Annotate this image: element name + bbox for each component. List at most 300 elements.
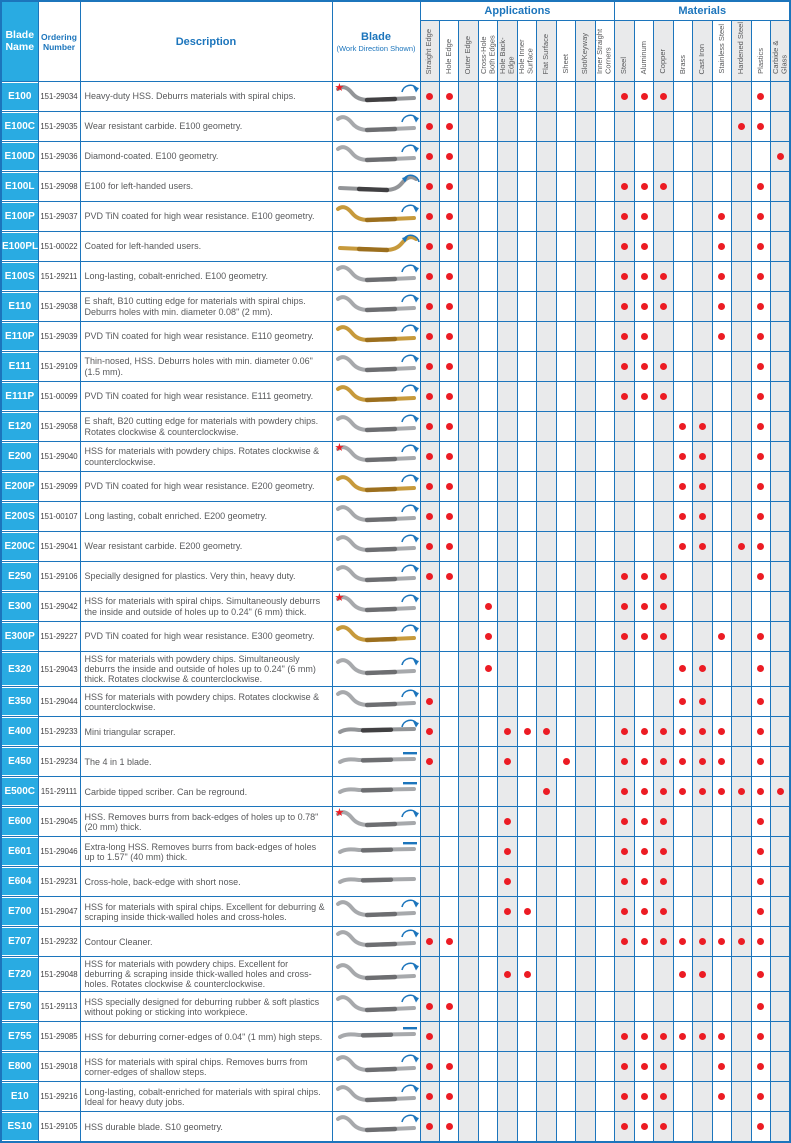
material-hardened-steel-cell bbox=[732, 807, 751, 837]
red-dot-icon bbox=[524, 728, 531, 735]
column-label: Carbide & Glass bbox=[770, 40, 789, 74]
application-hole-back-edge-cell bbox=[498, 652, 517, 687]
application-slot-keyway-cell bbox=[576, 592, 595, 622]
blade-name-cell: E500C bbox=[1, 777, 38, 807]
blade-image-cell bbox=[332, 292, 420, 322]
application-hole-back-edge-cell bbox=[498, 622, 517, 652]
blade-name-cell: E100 bbox=[1, 82, 38, 112]
column-label: Flat Surface bbox=[541, 33, 551, 74]
description-cell: Coated for left-handed users. bbox=[80, 232, 332, 262]
material-brass-cell bbox=[673, 442, 692, 472]
material-steel-cell bbox=[615, 112, 634, 142]
blade-image-cell bbox=[332, 172, 420, 202]
blade-image-e450 bbox=[333, 747, 421, 771]
application-straight-edge-cell bbox=[420, 232, 439, 262]
material-carbide-glass-cell bbox=[771, 352, 791, 382]
material-stainless-steel-cell bbox=[712, 777, 731, 807]
application-slot-keyway-cell bbox=[576, 232, 595, 262]
material-cast-iron-cell bbox=[693, 1022, 712, 1052]
application-hole-edge-cell bbox=[439, 442, 458, 472]
description-cell: Mini triangular scraper. bbox=[80, 717, 332, 747]
material-cast-iron-cell bbox=[693, 382, 712, 412]
material-copper-cell bbox=[654, 807, 673, 837]
material-carbide-glass-cell bbox=[771, 562, 791, 592]
material-brass-cell bbox=[673, 837, 692, 867]
red-dot-icon bbox=[543, 728, 550, 735]
material-steel-cell bbox=[615, 442, 634, 472]
ordering-number-cell: 151-29111 bbox=[38, 777, 80, 807]
material-stainless-steel-cell bbox=[712, 292, 731, 322]
application-slot-keyway-cell bbox=[576, 112, 595, 142]
application-cross-hole-both-edges-cell bbox=[478, 747, 497, 777]
material-hardened-steel-cell bbox=[732, 717, 751, 747]
application-inner-straight-corners-cell bbox=[595, 442, 615, 472]
application-slot-keyway-cell bbox=[576, 927, 595, 957]
application-hole-back-edge-cell bbox=[498, 352, 517, 382]
blade-name-cell: E100PL bbox=[1, 232, 38, 262]
red-dot-icon bbox=[757, 453, 764, 460]
application-outer-edge-cell bbox=[459, 717, 478, 747]
material-steel-cell bbox=[615, 592, 634, 622]
material-cast-iron-cell bbox=[693, 777, 712, 807]
material-hardened-steel-cell bbox=[732, 412, 751, 442]
red-dot-icon bbox=[679, 423, 686, 430]
red-dot-icon bbox=[757, 573, 764, 580]
application-inner-straight-corners-cell bbox=[595, 172, 615, 202]
material-brass-cell bbox=[673, 927, 692, 957]
material-copper-cell bbox=[654, 622, 673, 652]
application-cross-hole-both-edges-cell bbox=[478, 442, 497, 472]
red-dot-icon bbox=[757, 333, 764, 340]
material-cast-iron-cell bbox=[693, 322, 712, 352]
red-dot-icon bbox=[621, 363, 628, 370]
application-hole-inner-surface-cell bbox=[517, 687, 536, 717]
table-row-e200 bbox=[1, 442, 790, 472]
material-plastics-cell bbox=[751, 747, 770, 777]
red-dot-icon bbox=[660, 303, 667, 310]
material-stainless-steel-cell bbox=[712, 622, 731, 652]
header-ordering-number: Ordering Number bbox=[38, 1, 80, 82]
material-brass-cell bbox=[673, 142, 692, 172]
material-carbide-glass-cell bbox=[771, 202, 791, 232]
application-slot-keyway-cell bbox=[576, 292, 595, 322]
blade-name-cell: E111 bbox=[1, 352, 38, 382]
red-dot-icon bbox=[446, 123, 453, 130]
red-dot-icon bbox=[757, 758, 764, 765]
red-dot-icon bbox=[621, 1123, 628, 1130]
material-hardened-steel-cell bbox=[732, 292, 751, 322]
application-outer-edge-cell bbox=[459, 442, 478, 472]
application-hole-back-edge-cell bbox=[498, 262, 517, 292]
red-dot-icon bbox=[621, 938, 628, 945]
application-flat-surface-cell bbox=[537, 562, 556, 592]
red-dot-icon bbox=[641, 633, 648, 640]
material-brass-cell bbox=[673, 292, 692, 322]
red-dot-icon bbox=[699, 665, 706, 672]
red-dot-icon bbox=[446, 1063, 453, 1070]
material-steel-cell bbox=[615, 957, 634, 992]
material-brass-cell bbox=[673, 202, 692, 232]
ordering-number-cell: 151-29036 bbox=[38, 142, 80, 172]
material-steel-cell bbox=[615, 747, 634, 777]
table-row-e755 bbox=[1, 1022, 790, 1052]
application-hole-back-edge-cell bbox=[498, 992, 517, 1022]
application-outer-edge-cell bbox=[459, 592, 478, 622]
red-dot-icon bbox=[426, 483, 433, 490]
application-flat-surface-cell bbox=[537, 927, 556, 957]
material-stainless-steel-cell bbox=[712, 1112, 731, 1143]
column-label: Steel bbox=[619, 56, 629, 74]
blade-image-cell bbox=[332, 927, 420, 957]
red-dot-icon bbox=[757, 1093, 764, 1100]
application-straight-edge-cell bbox=[420, 1052, 439, 1082]
work-direction-arrow-icon bbox=[402, 505, 419, 512]
application-hole-back-edge-cell bbox=[498, 1052, 517, 1082]
red-dot-icon bbox=[641, 333, 648, 340]
red-dot-icon bbox=[426, 728, 433, 735]
application-sheet-cell bbox=[556, 562, 575, 592]
application-straight-edge-cell bbox=[420, 472, 439, 502]
red-dot-icon bbox=[446, 393, 453, 400]
blade-name-cell: E10 bbox=[1, 1082, 38, 1112]
material-cast-iron-cell bbox=[693, 1082, 712, 1112]
table-row-e320 bbox=[1, 652, 790, 687]
column-label: Cross-Hole Both Edges bbox=[478, 35, 497, 74]
material-hardened-steel-cell bbox=[732, 562, 751, 592]
material-aluminum-cell bbox=[634, 777, 653, 807]
application-straight-edge-cell bbox=[420, 867, 439, 897]
material-copper-cell bbox=[654, 1082, 673, 1112]
red-dot-icon bbox=[426, 183, 433, 190]
application-outer-edge-cell bbox=[459, 1052, 478, 1082]
material-stainless-steel-cell bbox=[712, 82, 731, 112]
material-carbide-glass-cell bbox=[771, 532, 791, 562]
application-outer-edge-cell bbox=[459, 412, 478, 442]
material-plastics-cell bbox=[751, 412, 770, 442]
application-straight-edge-cell bbox=[420, 322, 439, 352]
blade-name-cell: E320 bbox=[1, 652, 38, 687]
column-header-hole-edge bbox=[439, 21, 458, 82]
application-hole-inner-surface-cell bbox=[517, 142, 536, 172]
material-carbide-glass-cell bbox=[771, 747, 791, 777]
red-dot-icon bbox=[426, 213, 433, 220]
application-sheet-cell bbox=[556, 472, 575, 502]
blade-name-cell: E120 bbox=[1, 412, 38, 442]
application-straight-edge-cell bbox=[420, 992, 439, 1022]
red-dot-icon bbox=[446, 363, 453, 370]
description-cell: Specially designed for plastics. Very thin, heavy duty. bbox=[80, 562, 332, 592]
application-straight-edge-cell bbox=[420, 1022, 439, 1052]
material-hardened-steel-cell bbox=[732, 322, 751, 352]
ordering-number-cell: 151-29047 bbox=[38, 897, 80, 927]
material-steel-cell bbox=[615, 292, 634, 322]
ordering-number-cell: 151-29099 bbox=[38, 472, 80, 502]
material-stainless-steel-cell bbox=[712, 807, 731, 837]
material-hardened-steel-cell bbox=[732, 352, 751, 382]
column-label: Inner Straight Corners bbox=[595, 28, 614, 74]
column-header-cast-iron bbox=[693, 21, 712, 82]
material-carbide-glass-cell bbox=[771, 292, 791, 322]
material-cast-iron-cell bbox=[693, 82, 712, 112]
blade-image-es10 bbox=[333, 1112, 421, 1136]
application-hole-back-edge-cell bbox=[498, 777, 517, 807]
red-dot-icon bbox=[426, 1063, 433, 1070]
blade-image-e111 bbox=[333, 352, 421, 376]
material-plastics-cell bbox=[751, 82, 770, 112]
application-inner-straight-corners-cell bbox=[595, 867, 615, 897]
ordering-number-cell: 151-29045 bbox=[38, 807, 80, 837]
application-cross-hole-both-edges-cell bbox=[478, 562, 497, 592]
application-hole-inner-surface-cell bbox=[517, 897, 536, 927]
material-carbide-glass-cell bbox=[771, 777, 791, 807]
red-dot-icon bbox=[426, 393, 433, 400]
blade-name-cell: E450 bbox=[1, 747, 38, 777]
description-cell: Diamond-coated. E100 geometry. bbox=[80, 142, 332, 172]
red-dot-icon bbox=[757, 243, 764, 250]
column-label: Copper bbox=[658, 49, 668, 74]
work-direction-arrow-icon bbox=[402, 930, 419, 937]
red-dot-icon bbox=[699, 453, 706, 460]
application-sheet-cell bbox=[556, 1022, 575, 1052]
application-outer-edge-cell bbox=[459, 472, 478, 502]
material-plastics-cell bbox=[751, 867, 770, 897]
red-dot-icon bbox=[718, 333, 725, 340]
red-dot-icon bbox=[621, 1033, 628, 1040]
material-steel-cell bbox=[615, 382, 634, 412]
application-inner-straight-corners-cell bbox=[595, 622, 615, 652]
material-cast-iron-cell bbox=[693, 897, 712, 927]
red-dot-icon bbox=[446, 243, 453, 250]
material-carbide-glass-cell bbox=[771, 502, 791, 532]
material-aluminum-cell bbox=[634, 807, 653, 837]
application-hole-edge-cell bbox=[439, 992, 458, 1022]
blade-image-e720 bbox=[333, 960, 421, 984]
red-dot-icon bbox=[446, 153, 453, 160]
blade-name-cell: E755 bbox=[1, 1022, 38, 1052]
material-plastics-cell bbox=[751, 292, 770, 322]
application-hole-edge-cell bbox=[439, 652, 458, 687]
blade-image-cell bbox=[332, 112, 420, 142]
red-dot-icon bbox=[426, 243, 433, 250]
column-header-stainless-steel bbox=[712, 21, 731, 82]
application-hole-edge-cell bbox=[439, 322, 458, 352]
blade-image-cell bbox=[332, 687, 420, 717]
application-hole-back-edge-cell bbox=[498, 232, 517, 262]
red-dot-icon bbox=[426, 513, 433, 520]
application-hole-edge-cell bbox=[439, 1082, 458, 1112]
material-steel-cell bbox=[615, 1082, 634, 1112]
column-header-carbide-glass bbox=[771, 21, 791, 82]
red-dot-icon bbox=[621, 93, 628, 100]
material-plastics-cell bbox=[751, 957, 770, 992]
red-dot-icon bbox=[718, 788, 725, 795]
red-dot-icon bbox=[621, 878, 628, 885]
application-inner-straight-corners-cell bbox=[595, 652, 615, 687]
application-slot-keyway-cell bbox=[576, 807, 595, 837]
recommended-star-icon: ★ bbox=[334, 592, 345, 604]
material-copper-cell bbox=[654, 592, 673, 622]
table-row-e500c bbox=[1, 777, 790, 807]
material-aluminum-cell bbox=[634, 957, 653, 992]
material-stainless-steel-cell bbox=[712, 1022, 731, 1052]
ordering-number-cell: 151-29034 bbox=[38, 82, 80, 112]
application-flat-surface-cell bbox=[537, 622, 556, 652]
red-dot-icon bbox=[757, 273, 764, 280]
blade-name-cell: E400 bbox=[1, 717, 38, 747]
ordering-number-cell: 151-00099 bbox=[38, 382, 80, 412]
blade-name-cell: E300P bbox=[1, 622, 38, 652]
material-brass-cell bbox=[673, 172, 692, 202]
work-direction-dash-icon bbox=[403, 842, 417, 844]
application-flat-surface-cell bbox=[537, 292, 556, 322]
application-hole-back-edge-cell bbox=[498, 472, 517, 502]
material-hardened-steel-cell bbox=[732, 687, 751, 717]
material-aluminum-cell bbox=[634, 202, 653, 232]
description-cell: Contour Cleaner. bbox=[80, 927, 332, 957]
ordering-number-cell: 151-29042 bbox=[38, 592, 80, 622]
material-brass-cell bbox=[673, 382, 692, 412]
material-brass-cell bbox=[673, 502, 692, 532]
material-cast-iron-cell bbox=[693, 172, 712, 202]
application-slot-keyway-cell bbox=[576, 652, 595, 687]
application-sheet-cell bbox=[556, 352, 575, 382]
table-row-e100l bbox=[1, 172, 790, 202]
blade-name-cell: E100L bbox=[1, 172, 38, 202]
red-dot-icon bbox=[699, 423, 706, 430]
ordering-number-cell: 151-29043 bbox=[38, 652, 80, 687]
ordering-number-cell: 151-29233 bbox=[38, 717, 80, 747]
material-cast-iron-cell bbox=[693, 412, 712, 442]
blade-name-cell: E200C bbox=[1, 532, 38, 562]
red-dot-icon bbox=[426, 423, 433, 430]
material-steel-cell bbox=[615, 562, 634, 592]
material-stainless-steel-cell bbox=[712, 592, 731, 622]
application-flat-surface-cell bbox=[537, 382, 556, 412]
description-cell: HSS for materials with spiral chips. Excellent for deburring & scraping inside thick-walled holes and cross-holes. bbox=[80, 897, 332, 927]
material-aluminum-cell bbox=[634, 412, 653, 442]
application-hole-edge-cell bbox=[439, 747, 458, 777]
application-hole-edge-cell bbox=[439, 807, 458, 837]
material-hardened-steel-cell bbox=[732, 172, 751, 202]
application-slot-keyway-cell bbox=[576, 622, 595, 652]
material-aluminum-cell bbox=[634, 442, 653, 472]
blade-image-cell bbox=[332, 562, 420, 592]
red-dot-icon bbox=[679, 698, 686, 705]
material-stainless-steel-cell bbox=[712, 747, 731, 777]
blade-image-e750 bbox=[333, 992, 421, 1016]
material-hardened-steel-cell bbox=[732, 1052, 751, 1082]
application-slot-keyway-cell bbox=[576, 897, 595, 927]
application-hole-back-edge-cell bbox=[498, 562, 517, 592]
red-dot-icon bbox=[641, 183, 648, 190]
application-hole-back-edge-cell bbox=[498, 1022, 517, 1052]
application-flat-surface-cell bbox=[537, 172, 556, 202]
table-row-e100d bbox=[1, 142, 790, 172]
description-cell: E shaft, B10 cutting edge for materials with spiral chips. Deburrs holes with min. diameter 0.08" (2 mm). bbox=[80, 292, 332, 322]
red-dot-icon bbox=[504, 728, 511, 735]
application-flat-surface-cell bbox=[537, 442, 556, 472]
description-cell: HSS durable blade. S10 geometry. bbox=[80, 1112, 332, 1143]
red-dot-icon bbox=[660, 728, 667, 735]
application-slot-keyway-cell bbox=[576, 142, 595, 172]
application-inner-straight-corners-cell bbox=[595, 992, 615, 1022]
ordering-number-cell: 151-29227 bbox=[38, 622, 80, 652]
application-cross-hole-both-edges-cell bbox=[478, 687, 497, 717]
red-dot-icon bbox=[660, 878, 667, 885]
red-dot-icon bbox=[660, 788, 667, 795]
application-hole-edge-cell bbox=[439, 382, 458, 412]
ordering-number-cell: 151-29105 bbox=[38, 1112, 80, 1143]
red-dot-icon bbox=[738, 123, 745, 130]
ordering-number-cell: 151-29232 bbox=[38, 927, 80, 957]
application-slot-keyway-cell bbox=[576, 1052, 595, 1082]
column-label: Hole Inner Surface bbox=[517, 39, 536, 74]
red-dot-icon bbox=[621, 243, 628, 250]
application-inner-straight-corners-cell bbox=[595, 262, 615, 292]
material-cast-iron-cell bbox=[693, 562, 712, 592]
application-hole-back-edge-cell bbox=[498, 142, 517, 172]
material-hardened-steel-cell bbox=[732, 142, 751, 172]
material-hardened-steel-cell bbox=[732, 502, 751, 532]
material-hardened-steel-cell bbox=[732, 442, 751, 472]
application-sheet-cell bbox=[556, 957, 575, 992]
material-aluminum-cell bbox=[634, 1082, 653, 1112]
material-hardened-steel-cell bbox=[732, 202, 751, 232]
red-dot-icon bbox=[641, 603, 648, 610]
material-aluminum-cell bbox=[634, 1022, 653, 1052]
material-brass-cell bbox=[673, 897, 692, 927]
application-cross-hole-both-edges-cell bbox=[478, 1082, 497, 1112]
application-hole-back-edge-cell bbox=[498, 412, 517, 442]
red-dot-icon bbox=[699, 543, 706, 550]
blade-image-e600 bbox=[333, 807, 421, 831]
work-direction-arrow-icon bbox=[402, 625, 419, 632]
material-hardened-steel-cell bbox=[732, 622, 751, 652]
application-hole-back-edge-cell bbox=[498, 747, 517, 777]
application-outer-edge-cell bbox=[459, 1022, 478, 1052]
application-sheet-cell bbox=[556, 622, 575, 652]
red-dot-icon bbox=[426, 1033, 433, 1040]
material-aluminum-cell bbox=[634, 562, 653, 592]
application-flat-surface-cell bbox=[537, 352, 556, 382]
application-sheet-cell bbox=[556, 82, 575, 112]
red-dot-icon bbox=[426, 363, 433, 370]
red-dot-icon bbox=[504, 908, 511, 915]
header-applications-group: Applications bbox=[420, 1, 615, 21]
application-outer-edge-cell bbox=[459, 837, 478, 867]
blade-image-e200s bbox=[333, 502, 421, 526]
red-dot-icon bbox=[446, 333, 453, 340]
work-direction-arrow-icon bbox=[402, 535, 419, 542]
blade-image-cell bbox=[332, 1052, 420, 1082]
application-straight-edge-cell bbox=[420, 652, 439, 687]
application-straight-edge-cell bbox=[420, 292, 439, 322]
ordering-number-cell: 151-29018 bbox=[38, 1052, 80, 1082]
work-direction-arrow-icon bbox=[402, 85, 419, 92]
red-dot-icon bbox=[757, 543, 764, 550]
application-hole-back-edge-cell bbox=[498, 592, 517, 622]
red-dot-icon bbox=[426, 273, 433, 280]
red-dot-icon bbox=[641, 93, 648, 100]
material-brass-cell bbox=[673, 1022, 692, 1052]
ordering-number-cell: 151-29035 bbox=[38, 112, 80, 142]
material-aluminum-cell bbox=[634, 1052, 653, 1082]
material-plastics-cell bbox=[751, 927, 770, 957]
material-aluminum-cell bbox=[634, 747, 653, 777]
work-direction-arrow-icon bbox=[402, 115, 419, 122]
material-copper-cell bbox=[654, 897, 673, 927]
blade-header-title: Blade bbox=[361, 30, 391, 43]
